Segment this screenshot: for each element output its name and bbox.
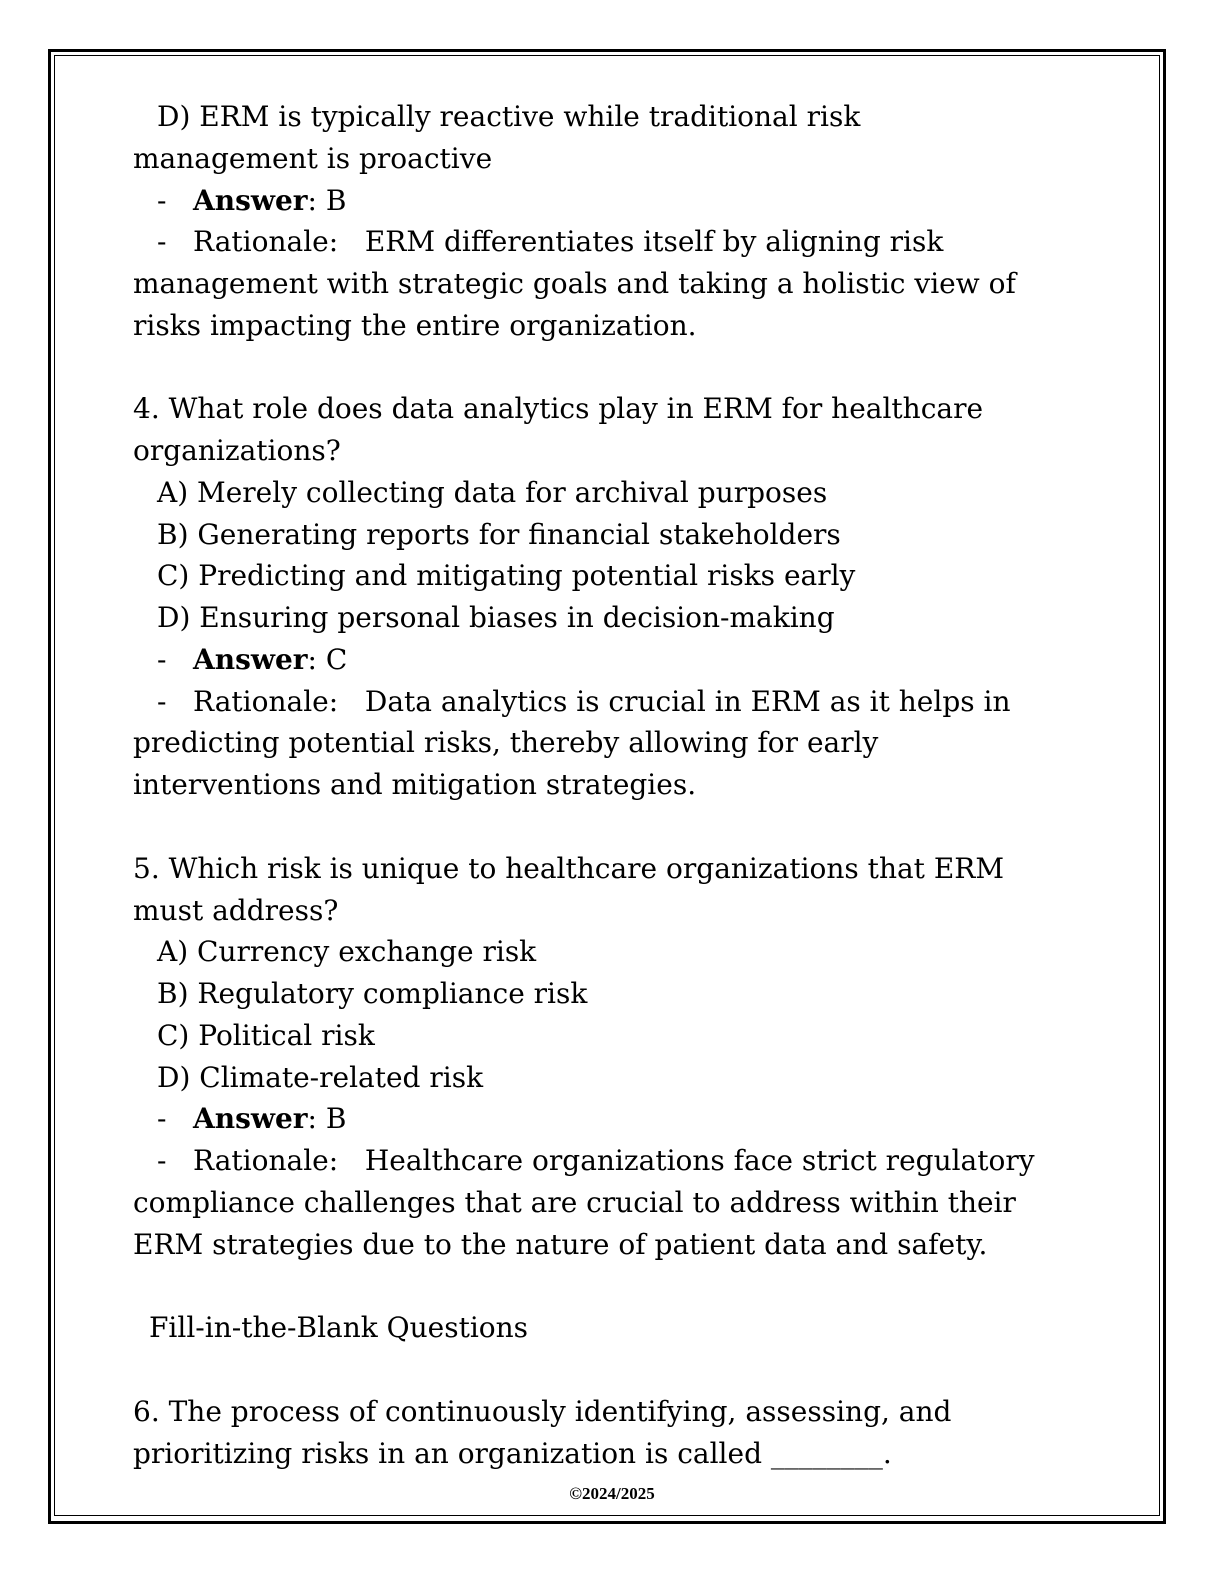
q4-rationale-cont: interventions and mitigation strategies.: [133, 768, 697, 802]
q5-option-a: A) Currency exchange risk: [157, 935, 537, 969]
q5-answer: [133, 1098, 1133, 1140]
q4-question-cont: organizations?: [133, 434, 341, 468]
rationale-text: Rationale: ERM differentiates itself by aligning risk: [193, 225, 944, 259]
q5-option-c: C) Political risk: [157, 1018, 375, 1052]
q6-question-cont: prioritizing risks in an organization is called ________.: [133, 1436, 892, 1470]
q6-question: 6. The process of continuously identifying, assessing, and: [133, 1394, 952, 1428]
q4-rationale: [133, 681, 1133, 723]
q3-rationale-cont: risks impacting the entire organization.: [133, 308, 697, 342]
q3-rationale: [133, 221, 1133, 263]
q4-option-d: D) Ensuring personal biases in decision-making: [157, 601, 835, 635]
q5-question-cont: must address?: [133, 893, 339, 927]
answer-value: : B: [307, 1102, 347, 1136]
q5-rationale-cont: compliance challenges that are crucial to address within their: [133, 1185, 1016, 1219]
dash: -: [157, 183, 167, 217]
answer-value: : B: [307, 183, 347, 217]
q5-rationale: [133, 1140, 1133, 1182]
document-body: [133, 96, 1133, 1474]
answer-label: Answer: [193, 183, 308, 217]
q5-option-b: B) Regulatory compliance risk: [157, 977, 588, 1011]
answer-label: Answer: [193, 1102, 308, 1136]
q5-option-d: D) Climate-related risk: [157, 1060, 484, 1094]
q3-answer: [133, 180, 1133, 222]
q3-option-d-cont: management is proactive: [133, 141, 493, 175]
dash: -: [157, 225, 167, 259]
q3-rationale-cont: management with strategic goals and taking a holistic view of: [133, 267, 1016, 301]
q5-question: 5. Which risk is unique to healthcare organizations that ERM: [133, 851, 1005, 885]
copyright-footer: ©2024/2025: [569, 1484, 655, 1503]
rationale-text: Rationale: Healthcare organizations face strict regulatory: [193, 1144, 1035, 1178]
q4-rationale-cont: predicting potential risks, thereby allowing for early: [133, 726, 879, 760]
answer-value: : C: [307, 642, 348, 676]
dash: -: [157, 684, 167, 718]
answer-label: Answer: [193, 642, 308, 676]
q4-option-c: C) Predicting and mitigating potential risks early: [157, 559, 856, 593]
q3-option-d: D) ERM is typically reactive while traditional risk: [157, 100, 861, 133]
q4-answer: [133, 639, 1133, 681]
q5-rationale-cont: ERM strategies due to the nature of patient data and safety.: [133, 1227, 988, 1261]
dash: -: [157, 1102, 167, 1136]
dash: -: [157, 1144, 167, 1178]
q4-option-a: A) Merely collecting data for archival purposes: [157, 475, 828, 509]
section-heading: Fill-in-the-Blank Questions: [149, 1311, 529, 1345]
rationale-text: Rationale: Data analytics is crucial in ERM as it helps in: [193, 684, 1011, 718]
dash: -: [157, 642, 167, 676]
q4-question: 4. What role does data analytics play in ERM for healthcare: [133, 392, 984, 426]
q4-option-b: B) Generating reports for financial stakeholders: [157, 517, 841, 551]
